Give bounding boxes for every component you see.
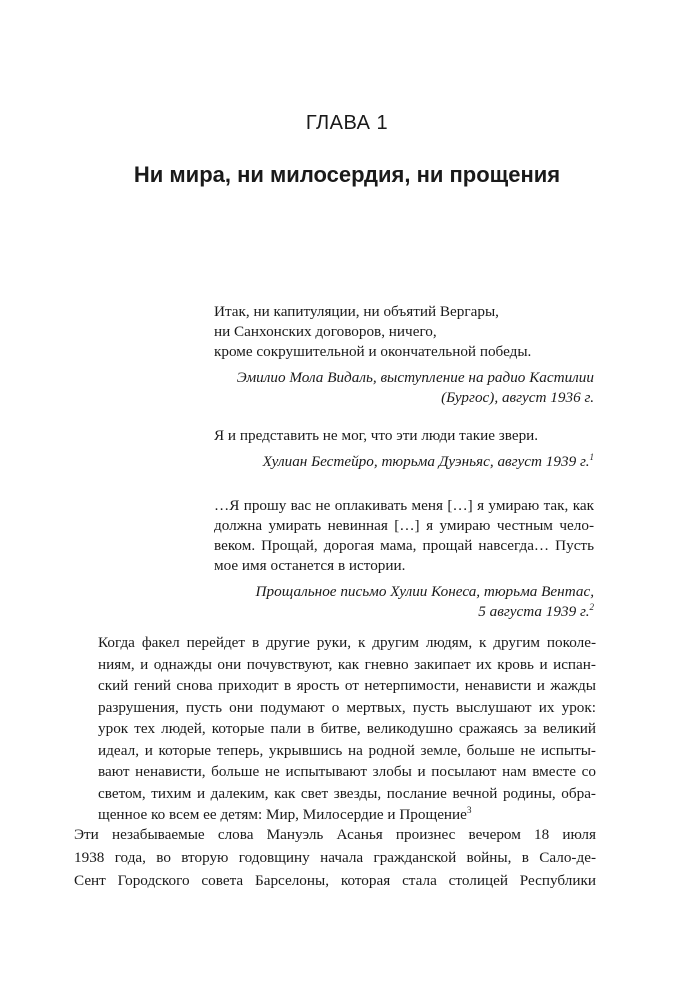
- quote-text: щенное ко всем ее детям: Мир, Милосердие и Прощение: [98, 806, 467, 823]
- epigraph-1: [214, 302, 594, 408]
- epigraph-3: [214, 496, 594, 622]
- chapter-title: Ни мира, ни милосердия, ни прощения: [133, 162, 561, 187]
- epigraph-line: ни Санхонских договоров, ничего,: [214, 323, 437, 340]
- quote-line: урок тех людей, которые пали в битве, великодушно сражаясь за великий: [98, 720, 596, 737]
- body-line: Эти незабываемые слова Мануэль Асанья произнес вечером 18 июля: [74, 826, 596, 843]
- quote-line: Когда факел перейдет в другие руки, к другим людям, к другим поколе-: [98, 634, 596, 651]
- footnote-marker: 2: [589, 601, 594, 612]
- epigraph-line: веком. Прощай, дорогая мама, прощай навсегда… Пусть: [214, 537, 594, 554]
- epigraph-attribution: (Бургос), август 1936 г.: [441, 389, 594, 406]
- epigraph-2: [214, 426, 594, 472]
- footnote-marker: 1: [589, 451, 594, 462]
- body-line: Сент Городского совета Барселоны, которая стала столицей Республики: [74, 872, 596, 889]
- footnote-marker: 3: [466, 804, 472, 815]
- epigraph-line: Я и представить не мог, что эти люди такие звери.: [214, 427, 539, 444]
- epigraph-line: …Я прошу вас не оплакивать меня […] я умираю так, как: [214, 497, 594, 514]
- attribution-text: 5 августа 1939 г.: [478, 603, 590, 620]
- epigraph-line: должна умирать невинная […] я умираю честным чело-: [214, 517, 594, 534]
- quote-block: [98, 632, 596, 826]
- epigraph-attribution: [214, 602, 594, 622]
- quote-line: ниям, и однажды они почувствуют, как гневно закипает их кровь и испан-: [98, 655, 596, 673]
- quote-line: ский гений снова приходит в ярость от нетерпимости, ненависти и жажды: [98, 677, 596, 694]
- body-line: 1938 года, во вторую годовщину начала гражданской войны, в Сало-де-: [74, 849, 596, 866]
- quote-line: разрушения, пусть они подумают о мертвых, пусть выслушают их урок:: [98, 698, 596, 716]
- quote-line: идеал, и которые теперь, укрывшись на родной земле, больше не испыты-: [98, 741, 596, 759]
- attribution-text: Хулиан Бестейро, тюрьма Дуэньяс, август 1939 г.: [262, 453, 590, 470]
- epigraph-attribution: Прощальное письмо Хулии Конеса, тюрьма Вентас,: [255, 583, 594, 600]
- chapter-label: ГЛАВА 1: [305, 112, 389, 134]
- epigraph-line: мое имя останется в истории.: [214, 557, 406, 574]
- quote-line: светом, тихим и далеким, как свет звезды, послание вечной родины, обра-: [98, 784, 596, 802]
- epigraph-line: кроме сокрушительной и окончательной победы.: [214, 343, 532, 360]
- epigraph-line: Итак, ни капитуляции, ни объятий Вергары,: [214, 303, 499, 320]
- epigraph-attribution: Эмилио Мола Видаль, выступление на радио Кастилии: [236, 369, 594, 386]
- body-paragraph: [74, 823, 596, 892]
- quote-line: вают ненависти, больше не испытывают злобы и посылают нам вместе со: [98, 763, 596, 780]
- epigraph-attribution: [214, 452, 594, 472]
